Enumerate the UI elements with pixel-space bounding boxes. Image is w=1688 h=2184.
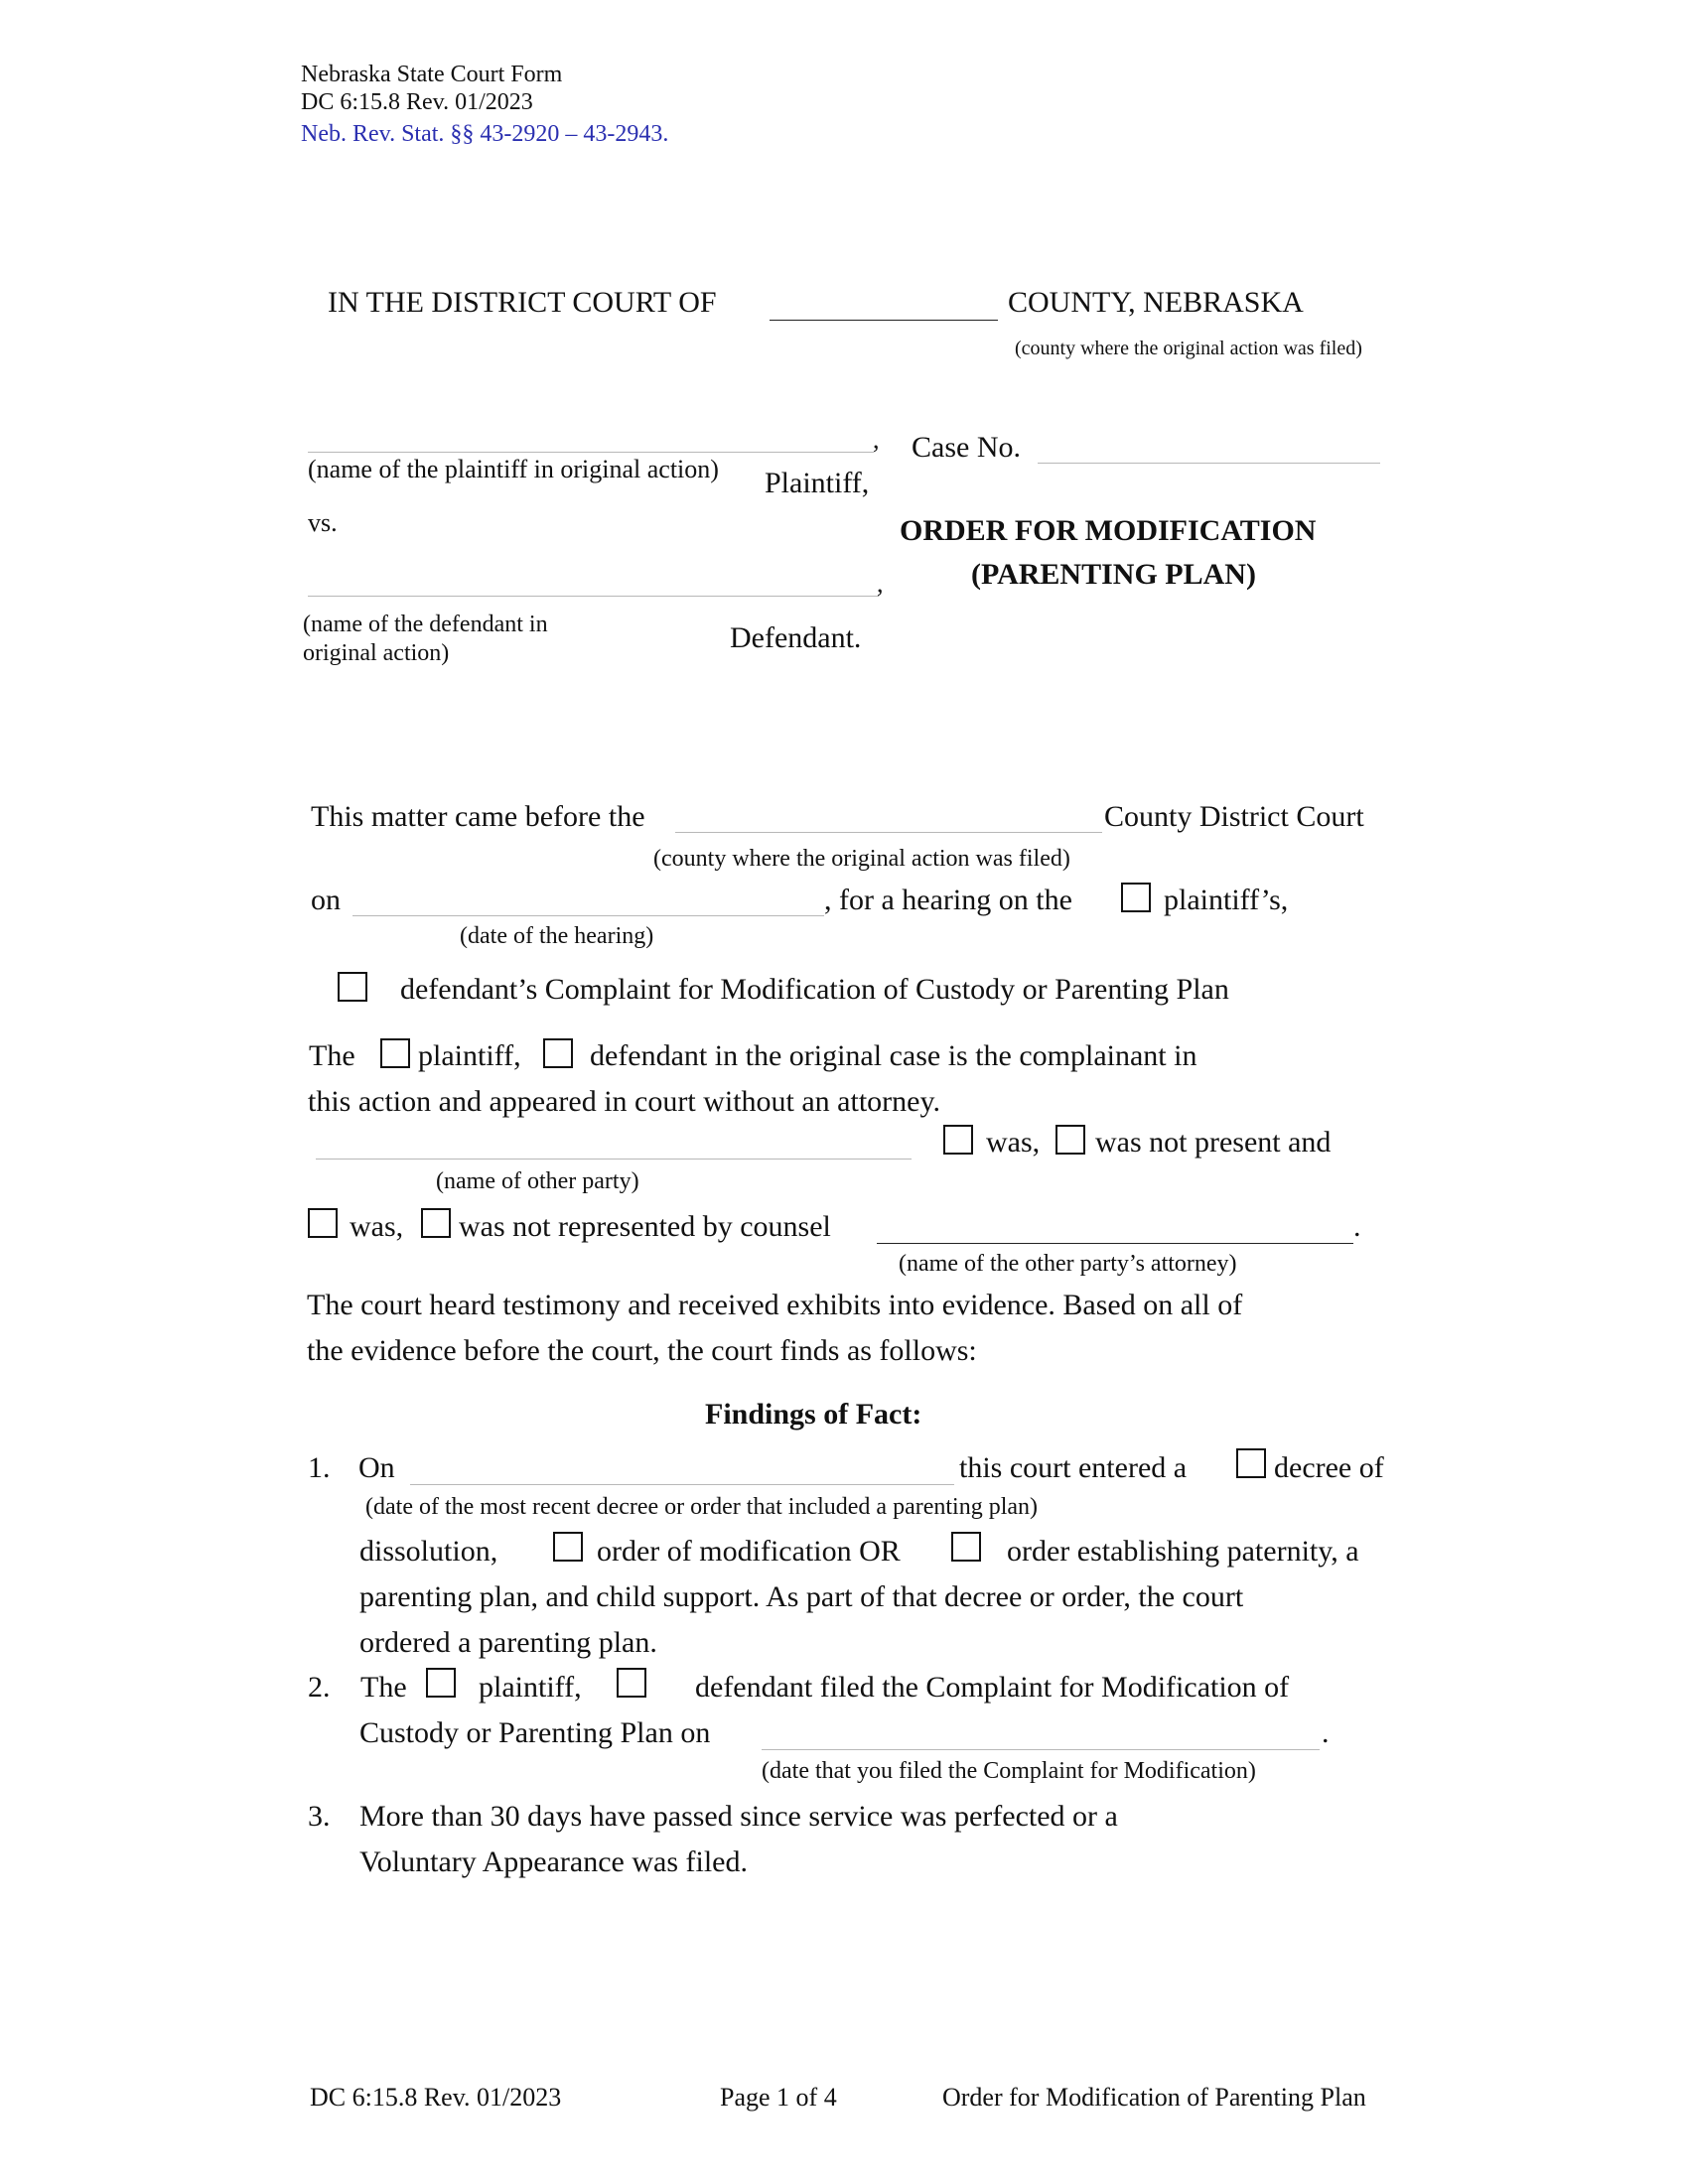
item3-line1: More than 30 days have passed since service was perfected or a [359,1800,1118,1833]
hearing-date-field[interactable] [352,915,824,916]
county-field[interactable] [770,320,998,321]
was-not-present-label: was not present and [1095,1126,1332,1159]
item1-line4: ordered a parenting plan. [359,1626,657,1659]
was-present-checkbox[interactable] [943,1125,973,1155]
was-not-present-checkbox[interactable] [1055,1125,1085,1155]
other-party-hint: (name of other party) [436,1168,639,1194]
attorney-hint: (name of the other party’s attorney) [899,1251,1237,1277]
evidence-line-2: the evidence before the court, the court finds as follows: [307,1334,977,1367]
vs-label: vs. [308,508,338,537]
case-no-field[interactable] [1038,463,1380,464]
complainant-defendant-checkbox[interactable] [543,1038,573,1068]
item2-the: The [360,1671,407,1704]
plaintiff-comma: , [873,425,880,454]
defendant-name-field[interactable] [308,596,879,597]
was-present-label: was, [986,1126,1041,1159]
complainant-plaintiff-label: plaintiff, [418,1039,521,1072]
attorney-name-field[interactable] [877,1243,1353,1244]
item3-line2: Voluntary Appearance was filed. [359,1845,748,1878]
item1-date-hint: (date of the most recent decree or order that included a parenting plan) [365,1494,1039,1520]
order-establishing-paternity-checkbox[interactable] [951,1532,981,1562]
plaintiff-name-field[interactable] [308,452,874,453]
item2-plaintiff: plaintiff, [479,1671,582,1704]
matter-suffix: County District Court [1104,800,1364,833]
item1-on: On [358,1451,395,1484]
case-no-label: Case No. [912,431,1021,464]
defendant-comma: , [877,569,884,598]
item1-order-mod: order of modification OR [597,1535,901,1568]
defendant-hint-1: (name of the defendant in [303,612,548,637]
was-not-represented-checkbox[interactable] [421,1208,451,1238]
court-form-label: Nebraska State Court Form [301,62,563,87]
was-represented-checkbox[interactable] [308,1208,338,1238]
complainant-plaintiff-checkbox[interactable] [380,1038,410,1068]
decree-date-field[interactable] [410,1484,954,1485]
was-not-represented-label: was not represented by counsel [459,1210,831,1243]
defendant-label: Defendant. [730,621,862,654]
item2-date-hint: (date that you filed the Complaint for Modification) [762,1758,1256,1784]
court-prefix: IN THE DISTRICT COURT OF [328,286,717,319]
statute-link[interactable]: Neb. Rev. Stat. §§ 43-2920 – 43-2943. [301,121,669,147]
matter-prefix: This matter came before the [311,800,645,833]
defendants-complaint-label: defendant’s Complaint for Modification of Custody or Parenting Plan [400,973,1229,1006]
hearing-text: , for a hearing on the [824,884,1072,916]
item2-number: 2. [308,1671,331,1704]
plaintiff-hint: (name of the plaintiff in original action) [308,455,719,483]
county-hint: (county where the original action was filed) [1015,338,1362,359]
item2-defendant-checkbox[interactable] [617,1668,646,1698]
item2-defendant-filed: defendant filed the Complaint for Modification of [695,1671,1290,1704]
form-number: DC 6:15.8 Rev. 01/2023 [301,89,533,115]
item1-line3: parenting plan, and child support. As part of that decree or order, the court [359,1580,1244,1613]
was-represented-label: was, [350,1210,404,1243]
appeared-line: this action and appeared in court without an attorney. [308,1085,941,1118]
plaintiffs-label: plaintiff’s, [1164,884,1289,916]
item1-order-paternity: order establishing paternity, a [1007,1535,1359,1568]
footer-page-number: Page 1 of 4 [720,2083,837,2112]
complaint-filed-date-field[interactable] [762,1749,1320,1750]
defendant-hint-2: original action) [303,640,450,666]
plaintiffs-complaint-checkbox[interactable] [1121,883,1151,912]
hearing-date-hint: (date of the hearing) [460,923,654,949]
footer-title: Order for Modification of Parenting Plan [942,2083,1366,2112]
item1-entered: this court entered a [959,1451,1188,1484]
item2-line2: Custody or Parenting Plan on [359,1716,711,1749]
hearing-county-field[interactable] [675,832,1102,833]
item2-period: . [1322,1716,1330,1749]
decree-of-dissolution-checkbox[interactable] [1236,1448,1266,1478]
order-of-modification-checkbox[interactable] [553,1532,583,1562]
item1-dissolution: dissolution, [359,1535,498,1568]
title-line2: (PARENTING PLAN) [971,558,1256,591]
evidence-line-1: The court heard testimony and received exhibits into evidence. Based on all of [307,1289,1243,1321]
item1-number: 1. [308,1451,331,1484]
footer-form-number: DC 6:15.8 Rev. 01/2023 [310,2083,562,2112]
attorney-period: . [1353,1210,1361,1243]
on-label: on [311,884,341,916]
item1-decree-of: decree of [1274,1451,1384,1484]
item2-plaintiff-checkbox[interactable] [426,1668,456,1698]
court-suffix: COUNTY, NEBRASKA [1008,286,1304,319]
matter-county-hint: (county where the original action was filed) [653,846,1070,872]
other-party-name-field[interactable] [316,1159,912,1160]
complainant-defendant-label: defendant in the original case is the complainant in [590,1039,1197,1072]
item3-number: 3. [308,1800,331,1833]
plaintiff-label: Plaintiff, [765,467,870,499]
findings-heading: Findings of Fact: [705,1398,922,1431]
the-label: The [309,1039,355,1072]
defendants-complaint-checkbox[interactable] [338,972,367,1002]
title-line1: ORDER FOR MODIFICATION [900,514,1317,547]
